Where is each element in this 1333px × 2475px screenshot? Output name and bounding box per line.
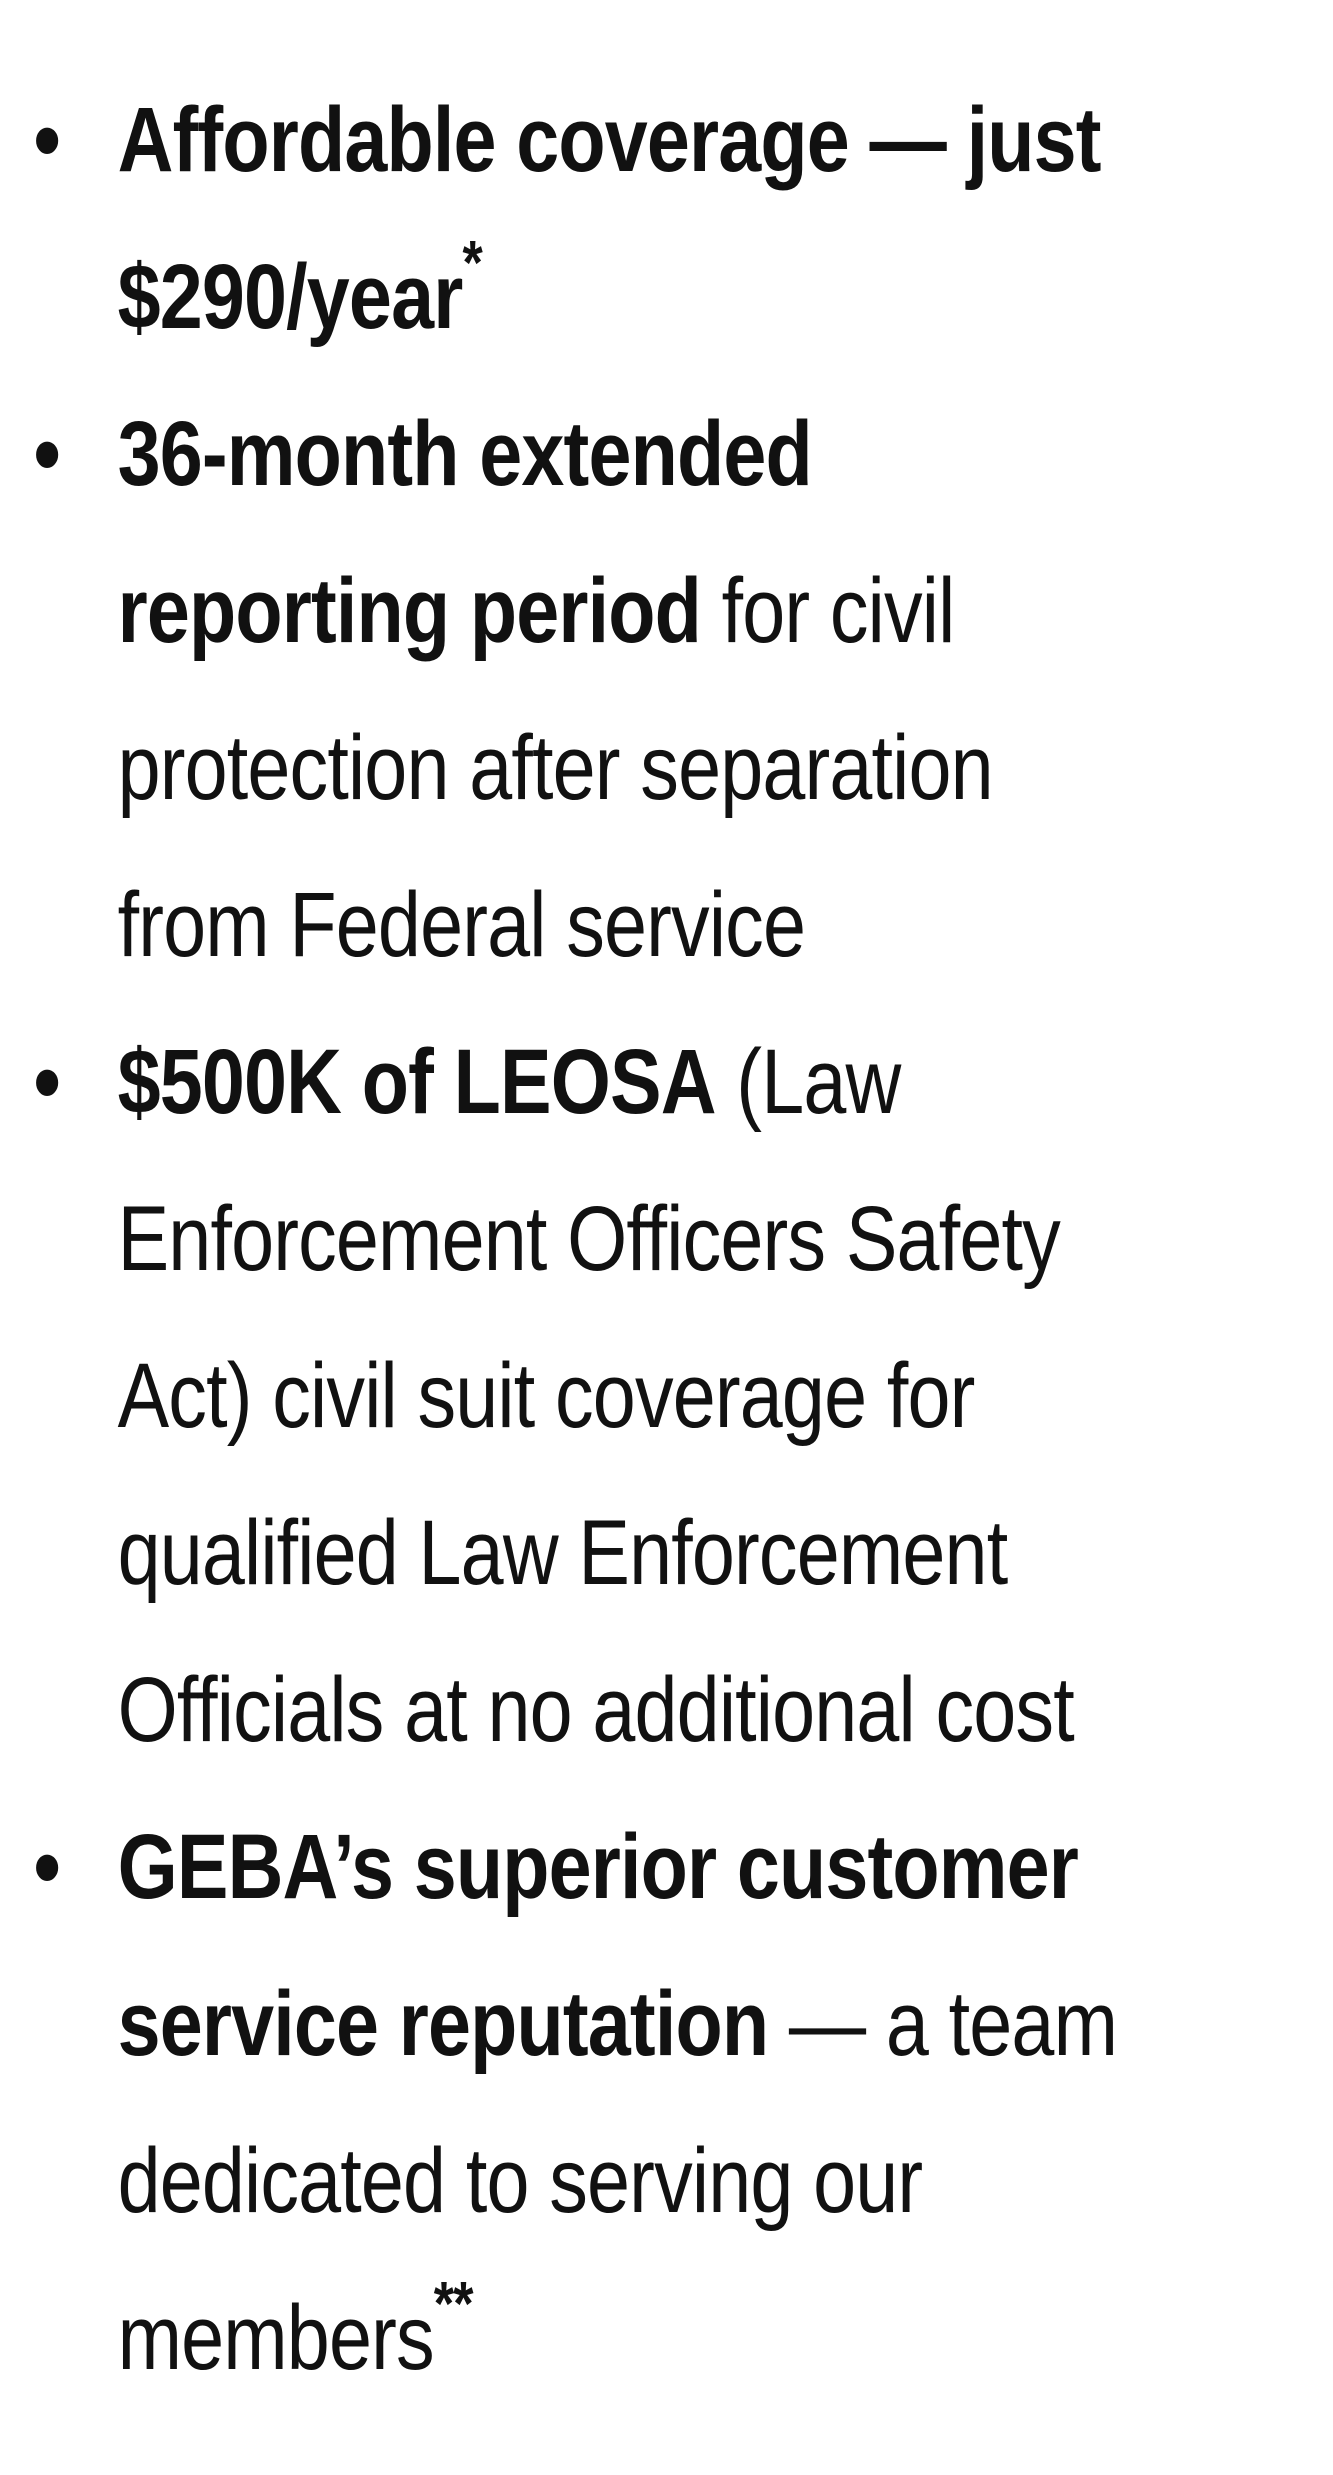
footnote-marker: *	[462, 229, 482, 299]
bullet-icon: •	[33, 403, 60, 505]
bullet-icon: •	[33, 1816, 60, 1918]
benefit-item-extended-reporting	[0, 376, 1159, 1004]
benefit-description: (Law Enforcement Officers Safety Act) civil suit coverage for qualified Law Enforcement Officials at no additional cost	[117, 1031, 1074, 1761]
benefit-description: — a team dedicated to serving our members	[117, 1973, 1118, 2389]
bullet-icon: •	[33, 1031, 60, 1133]
benefit-item-affordable-coverage	[0, 62, 1159, 376]
benefit-heading: Affordable coverage — just $290/year	[117, 89, 1101, 348]
benefit-description: for civil protection after separation from Federal service	[117, 560, 993, 976]
bullet-icon: •	[33, 89, 60, 191]
footnote-marker: **	[433, 2270, 473, 2340]
benefit-heading: GEBA’s superior customer service reputation	[117, 1816, 1079, 2075]
benefit-heading: 36-month extended reporting period	[117, 403, 812, 662]
benefits-list	[0, 62, 1333, 2417]
benefit-item-customer-service	[0, 1789, 1159, 2417]
benefit-heading: $500K of LEOSA	[117, 1031, 716, 1133]
benefit-item-leosa	[0, 1004, 1159, 1789]
